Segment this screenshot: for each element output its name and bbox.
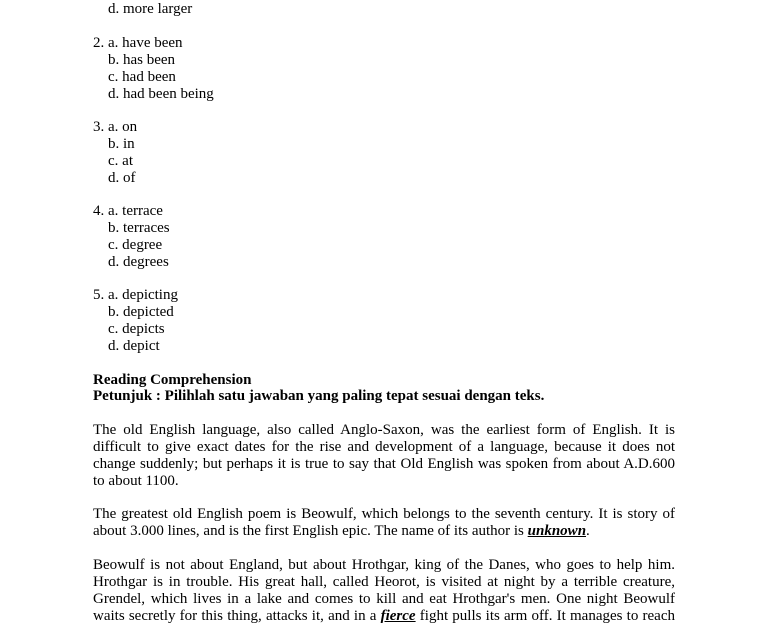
q3-number: 3. [93,119,105,135]
paragraph-2-line-2 [93,523,675,540]
unknown-emphasis: unknown [527,522,587,539]
q3-option-d: d. of [108,170,136,186]
q2-number: 2. [93,35,105,51]
q4-option-c: c. degree [108,237,163,253]
q5-option-a: a. depicting [108,287,178,303]
paragraph-2-line-2-text: about 3.000 lines, and is the first English epic. The name of its author is [93,522,528,539]
paragraph-1-line-2: difficult to give exact dates for the rise and development of a language, because it does not [93,438,675,455]
q5-option-c: c. depicts [108,321,165,337]
paragraph-3-line-4-text: waits secretly for this thing, attacks it, and in a [93,607,381,624]
q2-option-b: b. has been [108,52,176,68]
paragraph-3-line-1: Beowulf is not about England, but about Hrothgar, king of the Danes, who goes to help him. [93,557,675,573]
paragraph-3-line-3: Grendel, which lives in a lake and comes to kill and eat Hrothgar's men. One night Beowulf [93,590,675,607]
paragraph-2-line-2-end: . [586,522,590,539]
paragraph-1-line-4: to about 1100. [93,472,179,489]
q2-option-a: a. have been [108,35,183,51]
fierce-emphasis: fierce [380,607,416,624]
q5-option-b: b. depicted [108,304,174,320]
q4-number: 4. [93,203,105,219]
q5-option-d: d. depict [108,338,160,354]
q1-option-d: d. more larger [108,1,193,17]
paragraph-2 [93,506,675,540]
q4-option-d: d. degrees [108,254,169,270]
paragraph-1-line-3: change suddenly; but perhaps it is true to say that Old English was spoken from about A.D.600 [93,455,675,472]
paragraph-3 [93,557,675,625]
q3-option-a: a. on [108,119,138,135]
q2-option-d: d. had been being [108,86,214,102]
paragraph-2-line-1: The greatest old English poem is Beowulf, which belongs to the seventh century. It is story of [93,506,675,522]
q3-option-b: b. in [108,136,135,152]
paragraph-1 [93,422,675,490]
reading-title: Reading Comprehension [93,372,252,388]
paragraph-3-line-4-end: fight pulls its arm off. It manages to reach [415,607,675,624]
q5-number: 5. [93,287,105,303]
q3-option-c: c. at [108,153,133,169]
paragraph-3-line-2: Hrothgar is in trouble. His great hall, called Heorot, is visited at night by a terrible creature, [93,573,675,590]
q4-option-b: b. terraces [108,220,170,236]
reading-instruction: Petunjuk : Pilihlah satu jawaban yang paling tepat sesuai dengan teks. [93,388,545,404]
paragraph-3-line-4 [93,608,675,625]
q2-option-c: c. had been [108,69,176,85]
paragraph-1-line-1: The old English language, also called Anglo-Saxon, was the earliest form of English. It is [93,422,675,438]
q4-option-a: a. terrace [108,203,163,219]
